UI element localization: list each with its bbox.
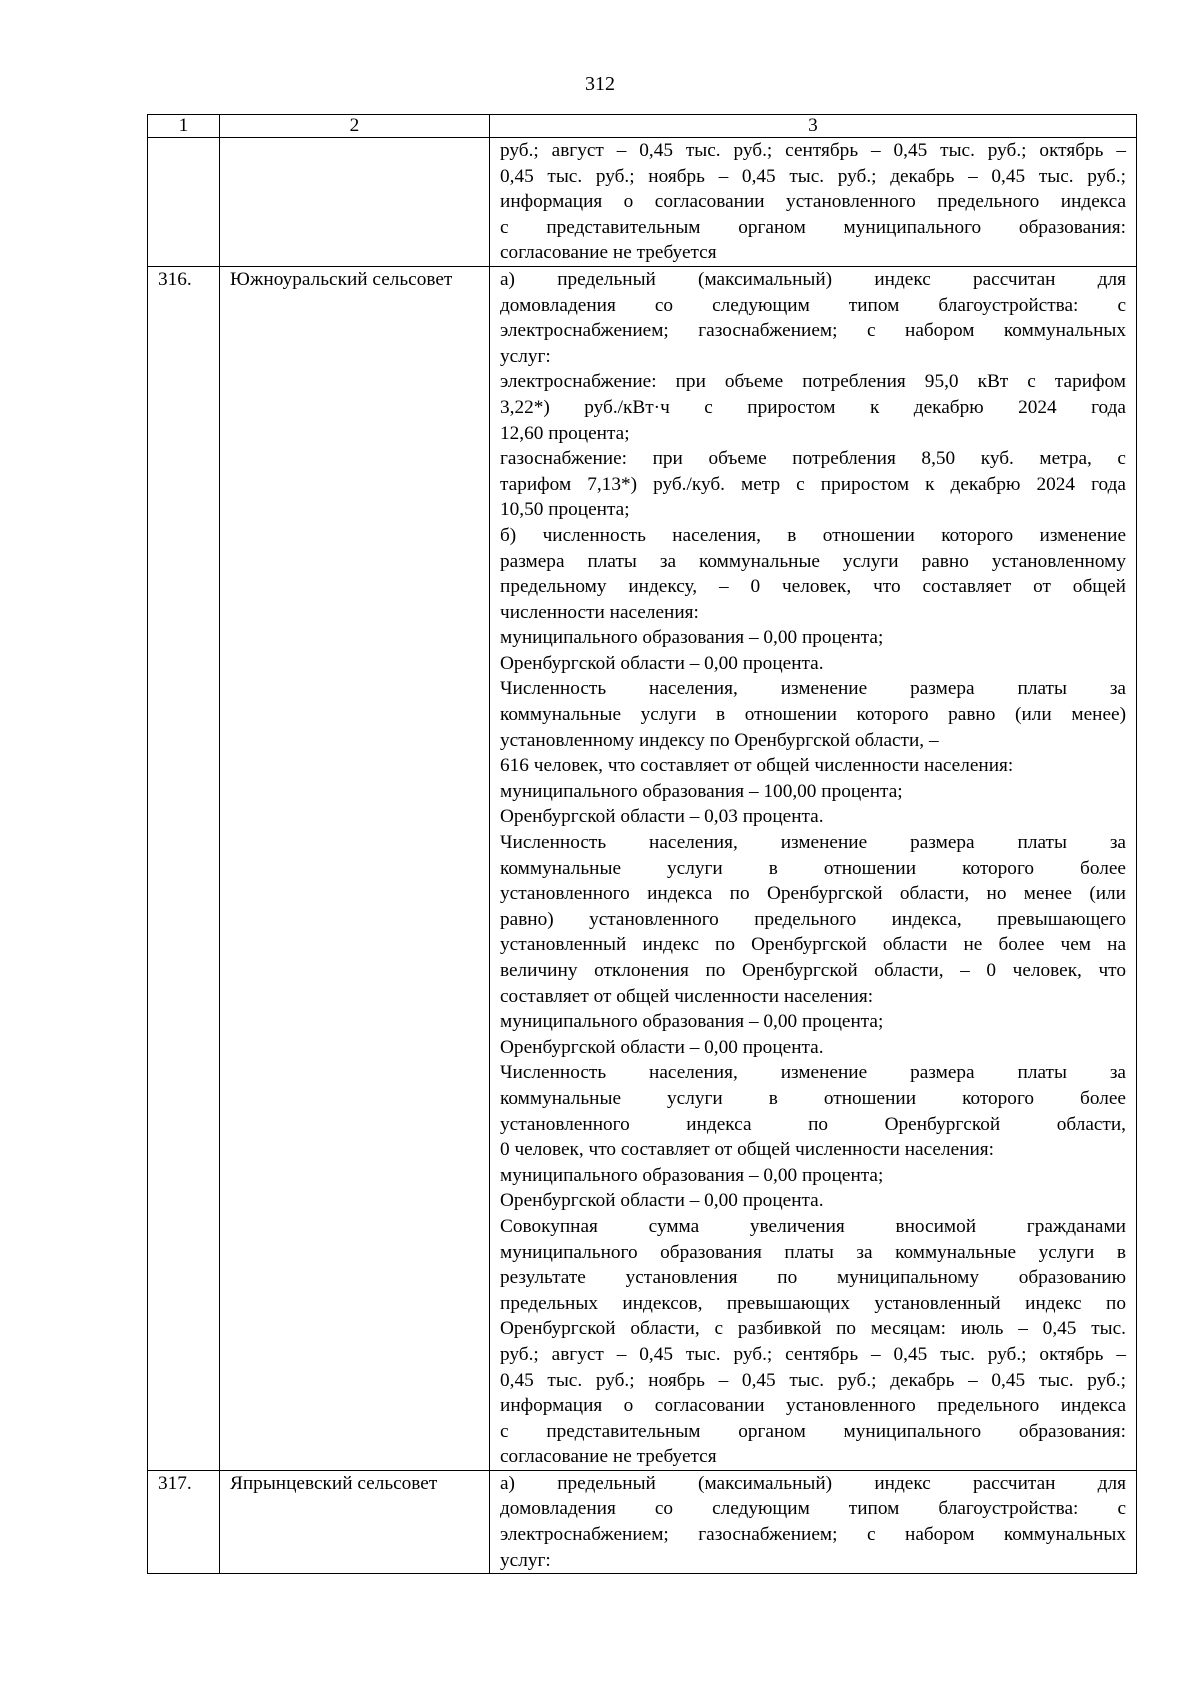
text-line: размера платы за коммунальные услуги равно установленному [500, 550, 1126, 572]
text-line: муниципального образования – 0,00 процента; [500, 1011, 884, 1033]
text-line: руб.; август – 0,45 тыс. руб.; сентябрь – 0,45 тыс. руб.; октябрь – [500, 1343, 1126, 1365]
text-line: Оренбургской области – 0,03 процента. [500, 806, 824, 828]
text-line: Численность населения, изменение размера платы за [500, 832, 1126, 854]
text-line: 12,60 процента; [500, 422, 630, 444]
text-line: установленный индекс по Оренбургской области не более чем на [500, 934, 1126, 956]
text-line: согласование не требуется [500, 242, 717, 264]
text-line: установленного индекса по Оренбургской области, но менее (или [500, 883, 1126, 905]
text-line: услуг: [500, 1549, 551, 1571]
text-line: результате установления по муниципальному образованию [500, 1267, 1126, 1289]
text-line: Совокупная сумма увеличения вносимой гражданами [500, 1215, 1126, 1237]
municipality-name-cell: Южноуральский сельсовет [220, 266, 490, 1470]
text-line: домовладения со следующим типом благоустройства: с [500, 294, 1126, 316]
text-line: тарифом 7,13*) руб./куб. метр с приростом к декабрю 2024 года [500, 473, 1126, 495]
text-line: с представительным органом муниципального образования: [500, 216, 1126, 238]
text-line: 616 человек, что составляет от общей численности населения: [500, 755, 1014, 777]
text-line: информация о согласовании установленного предельного индекса [500, 191, 1126, 213]
text-line: домовладения со следующим типом благоустройства: с [500, 1498, 1126, 1520]
text-line: установленного индекса по Оренбургской области, [500, 1113, 1126, 1135]
index-details-text [500, 1471, 1126, 1573]
table-row-continuation [148, 138, 1137, 267]
text-line: а) предельный (максимальный) индекс рассчитан для [500, 268, 1126, 290]
table-row-316 [148, 266, 1137, 1470]
municipality-name-cell [220, 138, 490, 267]
text-line: установленному индексу по Оренбургской области, – [500, 729, 939, 751]
text-line: газоснабжение: при объеме потребления 8,50 куб. метра, с [500, 448, 1126, 470]
column-header-3: 3 [490, 115, 1137, 138]
text-line: предельному индексу, – 0 человек, что составляет от общей [500, 576, 1126, 598]
column-header-2: 2 [220, 115, 490, 138]
text-line: услуг: [500, 345, 551, 367]
table-row-317 [148, 1470, 1137, 1573]
text-line: Численность населения, изменение размера платы за [500, 678, 1126, 700]
text-line: электроснабжение: при объеме потребления 95,0 кВт с тарифом [500, 371, 1126, 393]
text-line: коммунальные услуги в отношении которого равно (или менее) [500, 704, 1126, 726]
text-line: 10,50 процента; [500, 499, 630, 521]
text-line: электроснабжением; газоснабжением; с набором коммунальных [500, 1524, 1126, 1546]
text-line: муниципального образования – 100,00 процента; [500, 780, 903, 802]
text-line: предельных индексов, превышающих установленный индекс по [500, 1292, 1126, 1314]
text-line: Оренбургской области, с разбивкой по месяцам: июль – 0,45 тыс. [500, 1318, 1126, 1340]
text-line: согласование не требуется [500, 1446, 717, 1468]
text-line: б) численность населения, в отношении которого изменение [500, 524, 1126, 546]
index-details-cell [490, 138, 1137, 267]
page-number: 312 [585, 73, 615, 95]
text-line: муниципального образования платы за коммунальные услуги в [500, 1241, 1126, 1263]
text-line: коммунальные услуги в отношении которого более [500, 857, 1126, 879]
column-header-1: 1 [148, 115, 220, 138]
text-line: 3,22*) руб./кВт·ч с приростом к декабрю 2024 года [500, 396, 1126, 418]
municipality-name-cell: Япрынцевский сельсовет [220, 1470, 490, 1573]
index-details-cell [490, 266, 1137, 1470]
index-details-text [500, 267, 1126, 1470]
row-number-cell [148, 138, 220, 267]
text-line: составляет от общей численности населения: [500, 985, 874, 1007]
table-header-row [148, 115, 1137, 138]
text-line: руб.; август – 0,45 тыс. руб.; сентябрь – 0,45 тыс. руб.; октябрь – [500, 140, 1126, 161]
text-line: Оренбургской области – 0,00 процента. [500, 652, 824, 674]
text-line: Оренбургской области – 0,00 процента. [500, 1190, 824, 1212]
text-line: 0,45 тыс. руб.; ноябрь – 0,45 тыс. руб.; декабрь – 0,45 тыс. руб.; [500, 1369, 1126, 1391]
text-line: 0 человек, что составляет от общей численности населения: [500, 1139, 994, 1161]
text-line: муниципального образования – 0,00 процента; [500, 1164, 884, 1186]
text-line: 0,45 тыс. руб.; ноябрь – 0,45 тыс. руб.; декабрь – 0,45 тыс. руб.; [500, 165, 1126, 187]
text-line: информация о согласовании установленного предельного индекса [500, 1395, 1126, 1417]
text-line: коммунальные услуги в отношении которого более [500, 1087, 1126, 1109]
text-line: Численность населения, изменение размера платы за [500, 1062, 1126, 1084]
text-line: с представительным органом муниципального образования: [500, 1420, 1126, 1442]
municipality-index-table [147, 114, 1137, 1574]
row-number-cell: 316. [148, 266, 220, 1470]
text-line: а) предельный (максимальный) индекс рассчитан для [500, 1472, 1126, 1494]
text-line: величину отклонения по Оренбургской области, – 0 человек, что [500, 960, 1126, 981]
text-line: численности населения: [500, 601, 699, 623]
text-line: Оренбургской области – 0,00 процента. [500, 1036, 824, 1058]
text-line: равно) установленного предельного индекса, превышающего [500, 908, 1126, 930]
text-line: муниципального образования – 0,00 процента; [500, 627, 884, 649]
text-line: электроснабжением; газоснабжением; с набором коммунальных [500, 320, 1126, 342]
row-number-cell: 317. [148, 1470, 220, 1573]
index-details-cell [490, 1470, 1137, 1573]
index-details-text [500, 138, 1126, 266]
